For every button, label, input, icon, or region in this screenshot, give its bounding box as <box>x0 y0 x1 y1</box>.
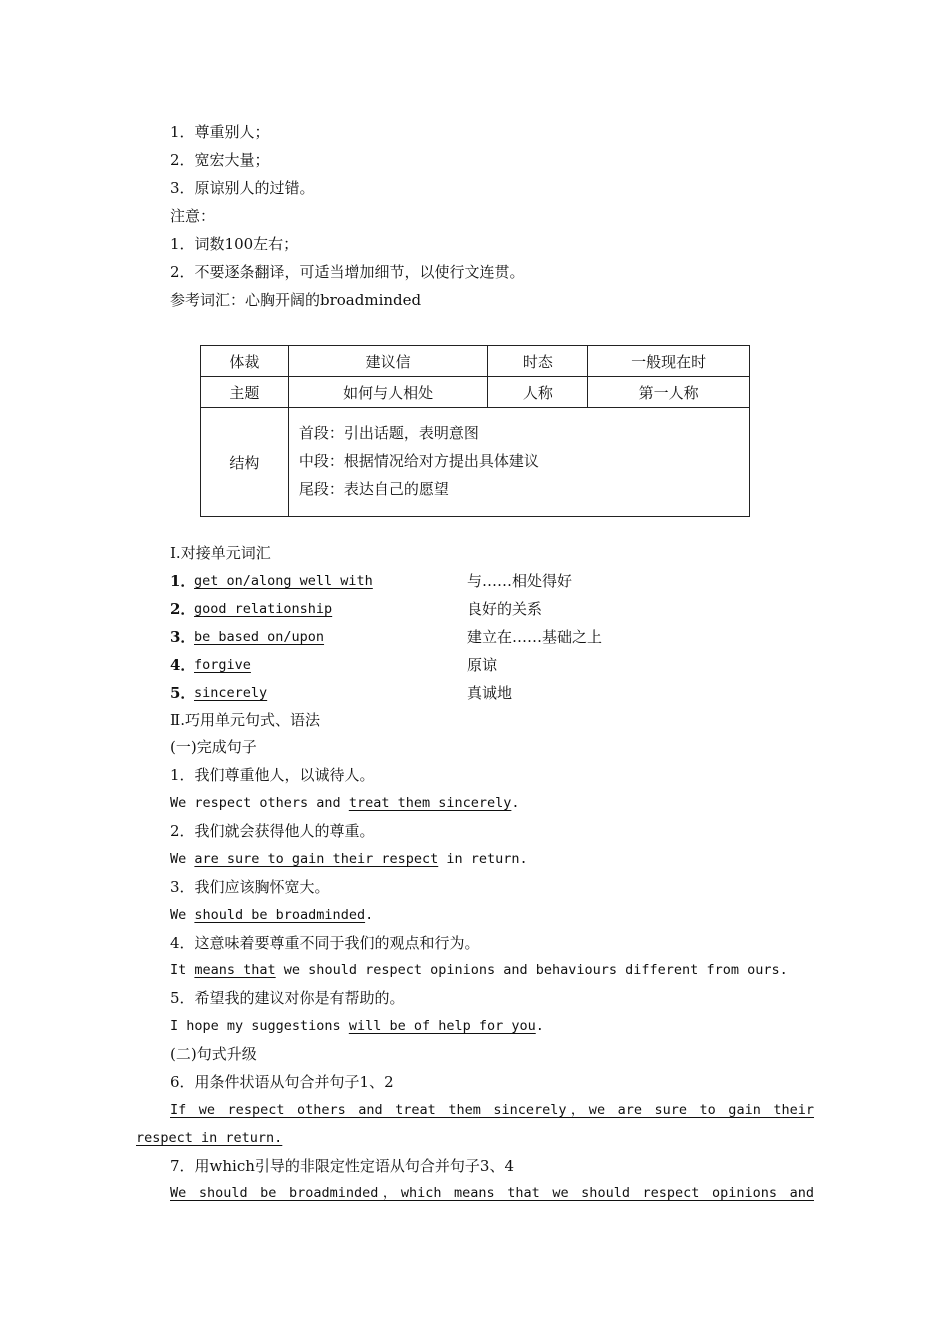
vocab-meaning: 原谅 <box>467 656 498 674</box>
upgrade-answer: We should be broadminded，which means that we should respect opinions and <box>170 1185 814 1201</box>
vocab-answer: be based on/upon <box>194 629 325 645</box>
genre-value: 建议信 <box>288 346 488 377</box>
vocab-num: 3． <box>170 628 196 646</box>
sentence-prompt: 2．我们就会获得他人的尊重。 <box>170 822 375 840</box>
sentence-line: We should be broadminded. <box>170 907 374 923</box>
vocab-num: 2． <box>170 600 196 618</box>
notice-title: 注意： <box>170 207 216 225</box>
requirement-2: 2．宽宏大量； <box>170 151 270 169</box>
vocab-meaning: 与……相处得好 <box>467 572 573 590</box>
upgrade-answer: If we respect others and treat them sincerely，we are sure to gain their <box>170 1102 814 1118</box>
sentence-answer: will be of help for you <box>348 1018 536 1034</box>
vocab-answer: sincerely <box>194 685 268 701</box>
sentence-prompt: 5．希望我的建议对你是有帮助的。 <box>170 989 405 1007</box>
sentence-line: It means that we should respect opinions and behaviours different from ours. <box>170 962 788 978</box>
sentence-prompt: 1．我们尊重他人，以诚待人。 <box>170 766 375 784</box>
vocab-answer: forgive <box>194 657 251 673</box>
section-1-title: Ⅰ.对接单元词汇 <box>170 544 271 562</box>
vocab-answer: good relationship <box>194 601 333 617</box>
sentence-line: We are sure to gain their respect in return. <box>170 851 528 867</box>
tense-value: 一般现在时 <box>588 346 750 377</box>
notice-2: 2．不要逐条翻译，可适当增加细节，以使行文连贯。 <box>170 263 525 281</box>
structure-last-paragraph: 尾段：表达自己的愿望 <box>298 480 449 498</box>
vocab-meaning: 良好的关系 <box>467 600 543 618</box>
vocab-num: 4． <box>170 656 196 674</box>
vocab-answer: get on/along well with <box>194 573 373 589</box>
vocab-reference: 参考词汇：心胸开阔的broadminded <box>170 291 422 309</box>
subsection-sentence-upgrade: (二)句式升级 <box>170 1045 257 1063</box>
upgrade-answer-continued: respect in return. <box>136 1130 283 1146</box>
upgrade-question: 6．用条件状语从句合并句子1、2 <box>170 1073 394 1091</box>
structure-first-paragraph: 首段：引出话题，表明意图 <box>298 424 479 442</box>
subsection-complete-sentences: (一)完成句子 <box>170 738 257 756</box>
topic-label: 主题 <box>201 377 289 408</box>
vocab-meaning: 建立在……基础之上 <box>467 628 603 646</box>
upgrade-question: 7．用which引导的非限定性定语从句合并句子3、4 <box>170 1157 514 1175</box>
requirement-1: 1．尊重别人； <box>170 123 270 141</box>
table-row <box>201 408 750 517</box>
topic-value: 如何与人相处 <box>288 377 488 408</box>
tense-label: 时态 <box>488 346 588 377</box>
sentence-line: I hope my suggestions will be of help for you. <box>170 1018 544 1034</box>
genre-label: 体裁 <box>201 346 289 377</box>
sentence-answer: are sure to gain their respect <box>194 851 439 867</box>
person-value: 第一人称 <box>588 377 750 408</box>
section-2-title: Ⅱ.巧用单元句式、语法 <box>170 711 320 729</box>
vocab-meaning: 真诚地 <box>467 684 513 702</box>
requirement-3: 3．原谅别人的过错。 <box>170 179 315 197</box>
person-label: 人称 <box>488 377 588 408</box>
sentence-answer: means that <box>194 962 276 978</box>
table-row <box>201 346 750 377</box>
sentence-prompt: 4．这意味着要尊重不同于我们的观点和行为。 <box>170 934 480 952</box>
vocab-num: 1． <box>170 572 196 590</box>
notice-1: 1．词数100左右； <box>170 235 299 253</box>
structure-middle-paragraph: 中段：根据情况给对方提出具体建议 <box>298 452 539 470</box>
writing-summary-table <box>200 345 750 517</box>
sentence-prompt: 3．我们应该胸怀宽大。 <box>170 878 330 896</box>
sentence-line: We respect others and treat them sincerely. <box>170 795 520 811</box>
sentence-answer: should be broadminded <box>194 907 366 923</box>
structure-content <box>288 408 749 517</box>
sentence-answer: treat them sincerely <box>348 795 512 811</box>
table-row <box>201 377 750 408</box>
vocab-num: 5． <box>170 684 196 702</box>
structure-label: 结构 <box>201 408 289 517</box>
